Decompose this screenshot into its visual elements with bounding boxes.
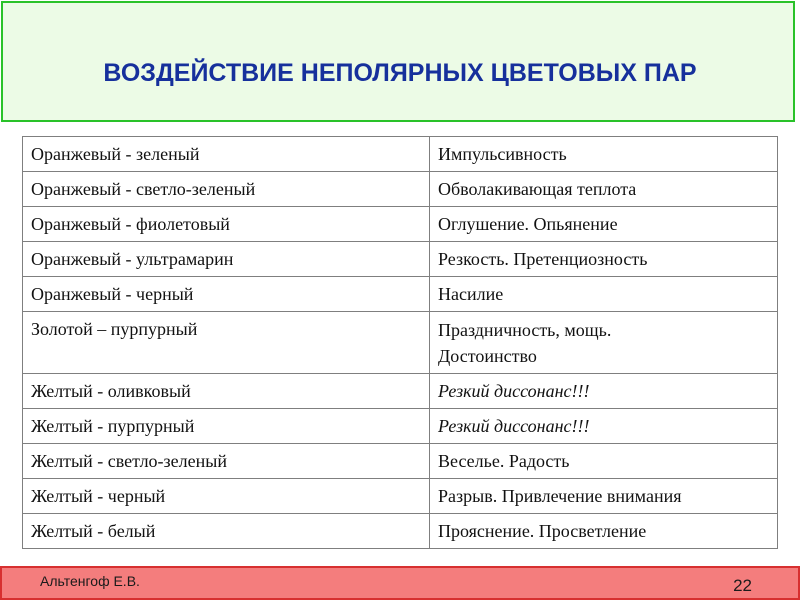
color-pair-cell: Оранжевый - зеленый [23,137,430,172]
effect-cell: Обволакивающая теплота [430,172,778,207]
author-name: Альтенгоф Е.В. [40,573,140,589]
table-row [23,242,778,277]
color-pair-cell: Желтый - светло-зеленый [23,444,430,479]
effect-line: Достоинство [438,345,537,366]
color-pair-cell: Желтый - пурпурный [23,409,430,444]
effect-cell: Резкий диссонанс!!! [430,374,778,409]
table-row [23,277,778,312]
color-pair-cell: Золотой – пурпурный [23,312,430,374]
color-pair-cell: Желтый - белый [23,514,430,549]
table-row [23,444,778,479]
color-pair-cell: Желтый - оливковый [23,374,430,409]
slide-title: ВОЗДЕЙСТВИЕ НЕПОЛЯРНЫХ ЦВЕТОВЫХ ПАР [103,59,697,87]
color-pair-cell: Желтый - черный [23,479,430,514]
footer-bar [0,566,800,600]
table-row [23,207,778,242]
effect-cell: Веселье. Радость [430,444,778,479]
effect-cell: Импульсивность [430,137,778,172]
table-row [23,479,778,514]
table-row [23,514,778,549]
color-pair-cell: Оранжевый - фиолетовый [23,207,430,242]
table-row [23,374,778,409]
effect-cell: Разрыв. Привлечение внимания [430,479,778,514]
effect-line: Праздничность, мощь. [438,319,612,340]
table-row [23,172,778,207]
color-pair-cell: Оранжевый - ультрамарин [23,242,430,277]
effect-cell: Насилие [430,277,778,312]
effect-cell: Прояснение. Просветление [430,514,778,549]
color-pair-cell: Оранжевый - черный [23,277,430,312]
table-row [23,409,778,444]
title-banner [1,1,795,122]
effect-cell: Резкость. Претенциозность [430,242,778,277]
effect-cell [430,312,778,374]
table-row [23,312,778,374]
effect-cell: Резкий диссонанс!!! [430,409,778,444]
page-number: 22 [733,576,752,595]
color-pair-cell: Оранжевый - светло-зеленый [23,172,430,207]
table-row [23,137,778,172]
effect-cell: Оглушение. Опьянение [430,207,778,242]
color-pairs-table [22,136,778,549]
